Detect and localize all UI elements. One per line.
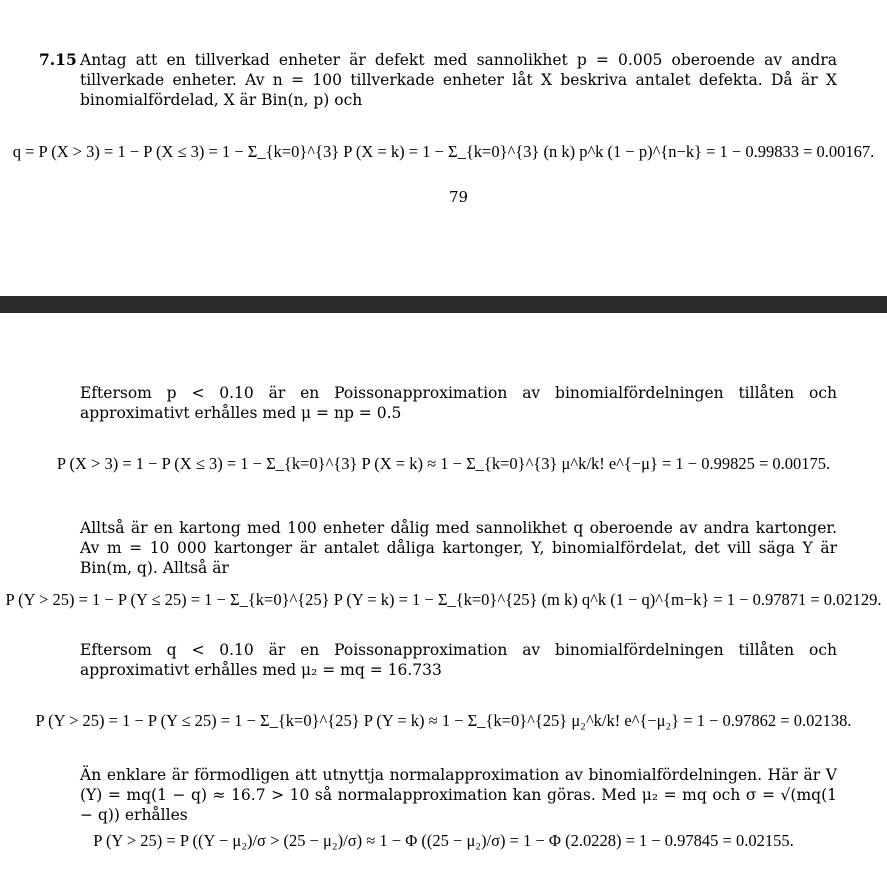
page-top (0, 0, 887, 296)
equation-poisson-1 (0, 454, 887, 474)
exercise-paragraph: Antag att en tillverkad enheter är defekt med sannolikhet p = 0.005 oberoende av andra tillverkade enheter. Av n = 100 tillverkade enheter låt X beskriva antalet defekta. Då är X binomialfördelad, X är Bin(n, p) och (80, 51, 837, 109)
page-number: 79 (448, 188, 469, 206)
equation-binomial (0, 142, 887, 162)
equation-text: P (Y > 25) = 1 − P (Y ≤ 25) = 1 − Σ_{k=0}^{25} P (Y = k) ≈ 1 − Σ_{k=0}^{25} μ₂^k/k! e^{−μ₂} = 1 − 0.97862 = 0.02138. (35, 711, 852, 730)
equation-text: q = P (X > 3) = 1 − P (X ≤ 3) = 1 − Σ_{k=0}^{3} P (X = k) = 1 − Σ_{k=0}^{3} (n k) p^k (1 − p)^{n−k} = 1 − 0.99833 = 0.00167. (12, 142, 875, 161)
equation-text: P (Y > 25) = P ((Y − μ₂)/σ > (25 − μ₂)/σ) ≈ 1 − Φ ((25 − μ₂)/σ) = 1 − Φ (2.0228) = 1 − 0.97845 = 0.02155. (93, 831, 794, 850)
paragraph-poisson-1: Eftersom p < 0.10 är en Poissonapproximation av binomialfördelningen tillåten och approximativt erhålles med μ = np = 0.5 (80, 384, 837, 422)
equation-poisson-2 (0, 711, 887, 731)
page-bottom (0, 313, 887, 887)
equation-normal (0, 831, 887, 851)
paragraph-cartons: Alltså är en kartong med 100 enheter dålig med sannolikhet q oberoende av andra kartonger. Av m = 10 000 kartonger är antalet dåliga kartonger, Y, binomialfördelat, det vill säga Y är Bin(m, q). Alltså är (80, 519, 837, 577)
equation-text: P (X > 3) = 1 − P (X ≤ 3) = 1 − Σ_{k=0}^{3} P (X = k) ≈ 1 − Σ_{k=0}^{3} μ^k/k! e^{−μ} = 1 − 0.99825 = 0.00175. (56, 454, 831, 473)
page-separator (0, 296, 887, 313)
paragraph-normal: Än enklare är förmodligen att utnyttja normalapproximation av binomialfördelningen. Här är V (Y) = mq(1 − q) ≈ 16.7 > 10 så normalapproximation kan göras. Med μ₂ = mq och σ = √(mq(1 − q)) erhålles (80, 766, 837, 824)
exercise-number: 7.15 (39, 50, 77, 69)
equation-text: P (Y > 25) = 1 − P (Y ≤ 25) = 1 − Σ_{k=0}^{25} P (Y = k) = 1 − Σ_{k=0}^{25} (m k) q^k (1 − q)^{m−k} = 1 − 0.97871 = 0.02129. (5, 590, 882, 609)
paragraph-poisson-2: Eftersom q < 0.10 är en Poissonapproximation av binomialfördelningen tillåten och approximativt erhålles med μ₂ = mq = 16.733 (80, 641, 837, 679)
equation-binomial-cartons (0, 590, 887, 610)
